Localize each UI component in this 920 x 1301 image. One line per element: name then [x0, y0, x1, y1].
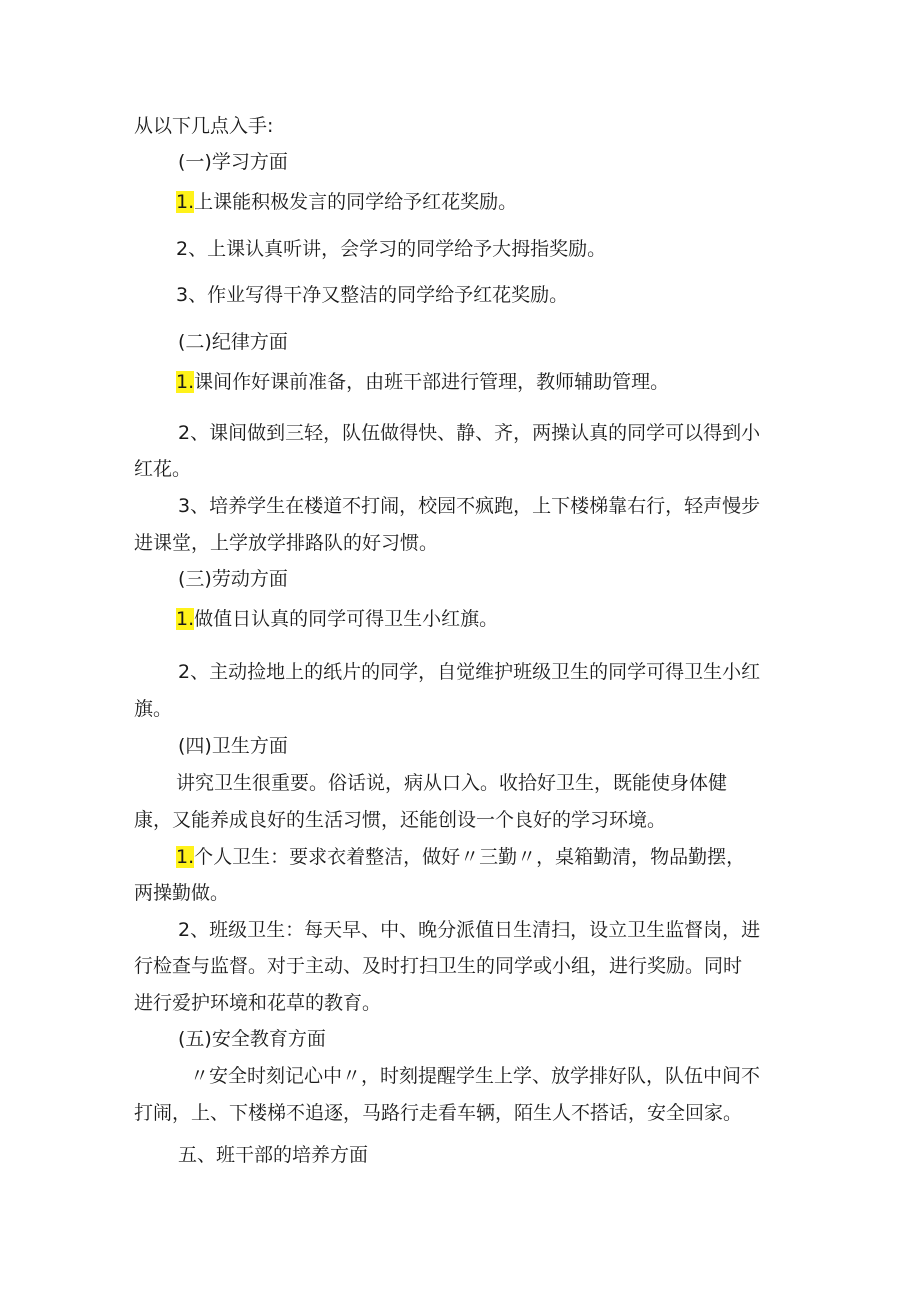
list-item-text: 个人卫生：要求衣着整洁，做好〃三勤〃，桌箱勤清，物品勤摆，: [194, 846, 746, 868]
highlighted-number: 1.: [176, 608, 195, 630]
section-heading-labor: (三)劳动方面: [178, 568, 288, 590]
section-heading-safety: (五)安全教育方面: [178, 1028, 326, 1050]
final-heading: 五、班干部的培养方面: [178, 1144, 369, 1166]
list-item: [176, 607, 498, 631]
list-item-text: 做值日认真的同学可得卫生小红旗。: [194, 608, 499, 630]
list-item: [176, 190, 517, 214]
list-item-line: 2、课间做到三轻，队伍做得快、静、齐，两操认真的同学可以得到小: [178, 422, 761, 444]
list-item-line: 行检查与监督。对于主动、及时打扫卫生的同学或小组，进行奖励。同时: [134, 955, 743, 977]
list-item: 3、作业写得干净又整洁的同学给予红花奖励。: [176, 284, 569, 306]
intro-text: 从以下几点入手:: [134, 115, 274, 137]
section-heading-discipline: (二)纪律方面: [178, 331, 288, 353]
section-heading-hygiene: (四)卫生方面: [178, 735, 288, 757]
list-item-line: [176, 845, 745, 869]
list-item-line: 进课堂，上学放学排路队的好习惯。: [134, 532, 439, 554]
list-item-line: 红花。: [134, 458, 192, 480]
list-item: [176, 370, 669, 394]
section-heading-study: (一)学习方面: [178, 151, 288, 173]
list-item-line: 3、培养学生在楼道不打闹，校园不疯跑，上下楼梯靠右行，轻声慢步: [178, 495, 761, 517]
paragraph-line: 讲究卫生很重要。俗话说，病从口入。收拾好卫生，既能使身体健: [176, 772, 728, 794]
highlighted-number: 1.: [176, 191, 195, 213]
list-item-line: 2、主动捡地上的纸片的同学，自觉维护班级卫生的同学可得卫生小红: [178, 661, 761, 683]
list-item-line: 2、班级卫生：每天早、中、晚分派值日生清扫，设立卫生监督岗，进: [178, 919, 761, 941]
paragraph-line: 康，又能养成良好的生活习惯，还能创设一个良好的学习环境。: [134, 809, 667, 831]
paragraph-line: 〃安全时刻记心中〃，时刻提醒学生上学、放学排好队，队伍中间不: [190, 1065, 761, 1087]
highlighted-number: 1.: [176, 846, 195, 868]
list-item: 2、上课认真听讲，会学习的同学给予大拇指奖励。: [176, 238, 607, 260]
paragraph-line: 打闹，上、下楼梯不追逐，马路行走看车辆，陌生人不搭话，安全回家。: [134, 1102, 743, 1124]
list-item-text: 课间作好课前准备，由班干部进行管理，教师辅助管理。: [194, 371, 670, 393]
list-item-line: 进行爱护环境和花草的教育。: [134, 992, 382, 1014]
highlighted-number: 1.: [176, 371, 195, 393]
list-item-text: 上课能积极发言的同学给予红花奖励。: [194, 191, 518, 213]
list-item-line: 旗。: [134, 698, 173, 720]
list-item-line: 两操勤做。: [134, 882, 230, 904]
